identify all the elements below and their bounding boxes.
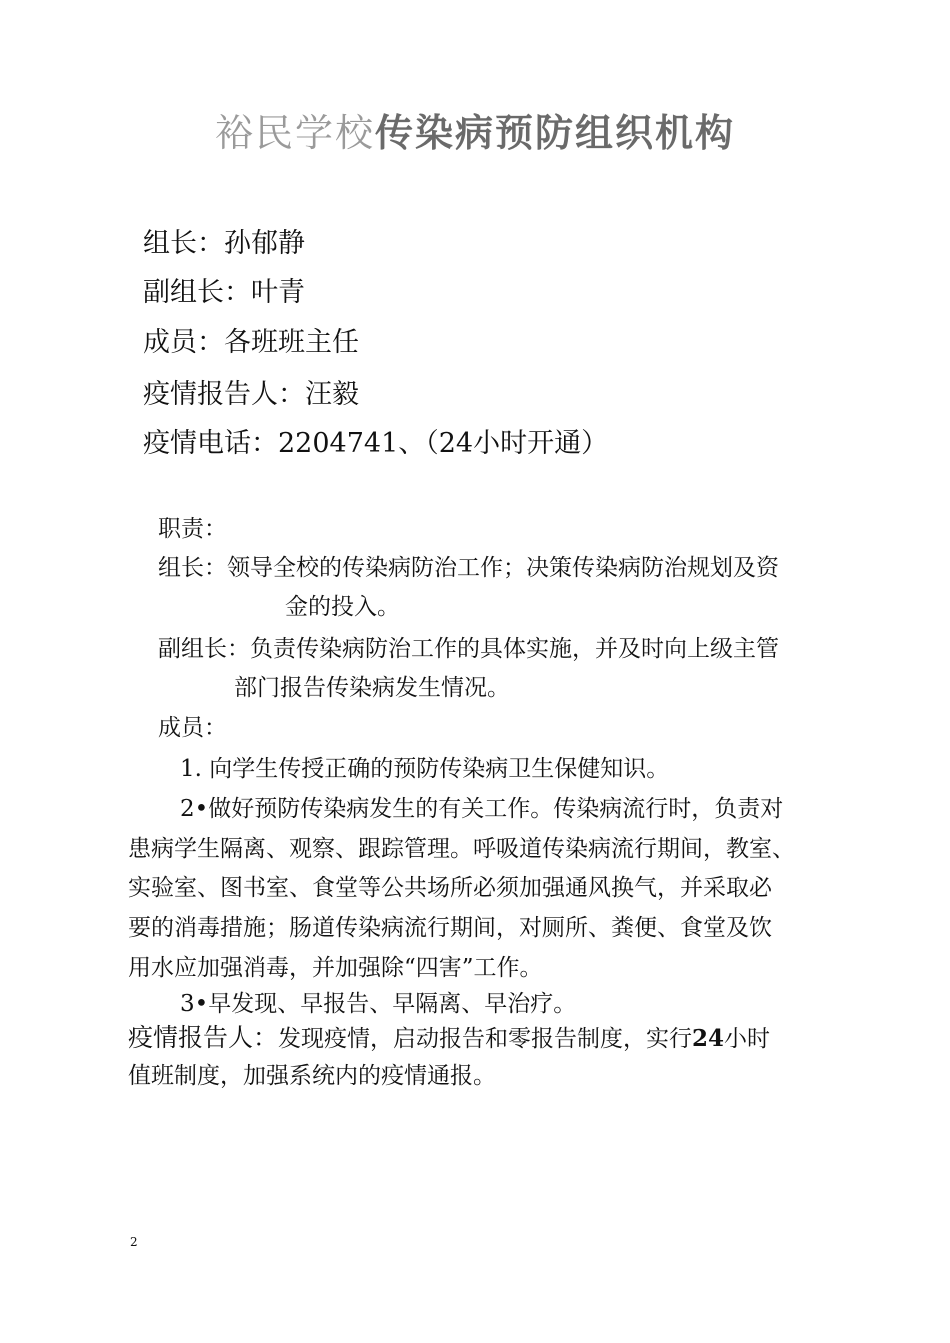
- duty-members-heading: 成员：: [158, 715, 227, 741]
- duty-reporter-text-a: 发现疫情，启动报告和零报告制度，实行: [278, 1026, 693, 1052]
- duty-reporter-label: 疫情报告人：: [128, 1023, 279, 1052]
- member-duty-item-2-line-5: 用水应加强消毒，并加强除“四害”工作。: [128, 955, 543, 981]
- duty-reporter-hours: 24: [692, 1025, 725, 1052]
- member-duty-item-2-line-3: 实验室、图书室、食堂等公共场所必须加强通风换气，并采取必: [128, 875, 772, 901]
- duty-leader-line-2: 金的投入。: [285, 594, 400, 620]
- duty-deputy-line-1: 副组长：负责传染病防治工作的具体实施，并及时向上级主管: [158, 636, 779, 662]
- title-subject: 传染病预防组织机构: [375, 110, 736, 155]
- info-deputy: 副组长：叶青: [143, 277, 305, 308]
- page-title: [0, 108, 950, 158]
- member-duty-item-2-line-2: 患病学生隔离、观察、跟踪管理。呼吸道传染病流行期间，教室、: [128, 836, 795, 862]
- member-duty-item-2-line-4: 要的消毒措施；肠道传染病流行期间，对厕所、粪便、食堂及饮: [128, 915, 772, 941]
- member-duty-item-3: 3•早发现、早报告、早隔离、早治疗。: [180, 991, 577, 1017]
- title-school-name: 裕民学校: [214, 111, 375, 155]
- info-members: 成员：各班班主任: [143, 327, 359, 358]
- info-reporter: 疫情报告人：汪毅: [143, 379, 359, 410]
- info-leader: 组长：孙郁静: [143, 228, 305, 259]
- member-duty-item-2-line-1: 2•做好预防传染病发生的有关工作。传染病流行时，负责对: [180, 796, 784, 822]
- duty-leader-line-1: 组长：领导全校的传染病防治工作；决策传染病防治规划及资: [158, 555, 779, 581]
- page-number: 2: [130, 1235, 138, 1249]
- duty-deputy-line-2: 部门报告传染病发生情况。: [234, 675, 510, 701]
- member-duty-item-1: 1. 向学生传授正确的预防传染病卫生保健知识。: [180, 756, 670, 782]
- duty-reporter-line-2: 值班制度，加强系统内的疫情通报。: [128, 1063, 496, 1089]
- duty-reporter-line-1: [128, 1023, 770, 1054]
- info-phone: 疫情电话：2204741、（24小时开通）: [143, 428, 609, 459]
- duty-reporter-text-b: 小时: [724, 1026, 771, 1052]
- duties-heading: 职责：: [158, 516, 227, 542]
